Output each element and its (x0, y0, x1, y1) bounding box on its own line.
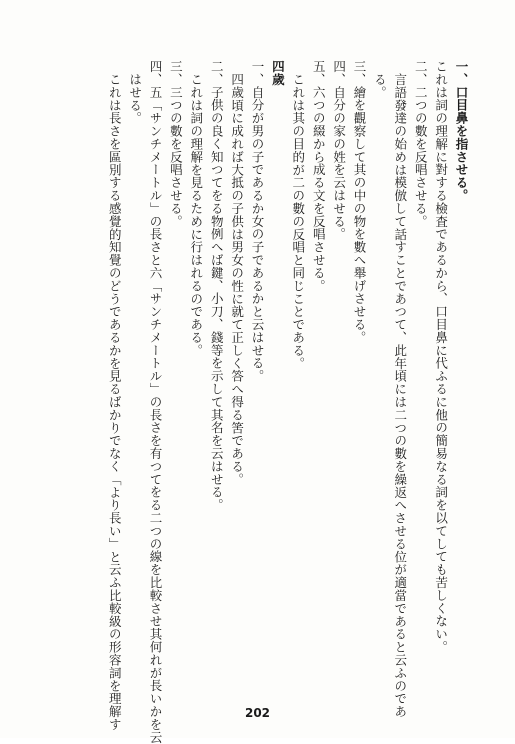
text-line: 四、五「サンチメートル」の長さと六「サンチメートル」の長さを有つてをる二つの線を比較させ其何れが長いかを云 (148, 60, 163, 744)
heading-line: 一、口目鼻を指させる。 (454, 60, 469, 202)
text-line: これは詞の理解を見るために行はれるのである。 (188, 73, 204, 357)
text-line: 四、自分の家の姓を云はせる。 (331, 60, 347, 241)
text-line: 一、自分が男の子であるか女の子であるかと云はせる。 (250, 60, 265, 383)
text-line: 三、繪を觀察して其の中の物を數へ舉げさせる。 (352, 60, 367, 344)
page-number: 202 (244, 706, 271, 720)
text-line: これは詞の理解に對する檢査であるから、口目鼻に代ふるに他の簡易なる詞を以てしても苦しくない。 (433, 60, 449, 654)
text-line: これは長さを區別する感覺的知覺のどうであるかを見るばかりでなく「より長い」と云ふ比較級の形容詞を理解す (107, 73, 123, 731)
text-line: 二、子供の良く知つてをる物例へば鍵、小刀、錢等を示して其名を云はせる。 (209, 60, 225, 512)
text-line: これは其の目的が二の數の反唱と同じことである。 (290, 73, 306, 370)
text-line: 四歲頃に成れば大抵の子供は男女の性に就て正しく答へ得る筈である。 (229, 73, 245, 486)
text-line: る。 (372, 73, 388, 99)
text-line: はせる。 (127, 73, 143, 125)
heading-line: 四歲 (270, 60, 286, 86)
text-line: 三、三つの數を反唱させる。 (168, 60, 184, 228)
text-line: 言語發達の始めは模倣して話すことであつて、此年頃には二つの數を繰返へさせる位が適當であると云ふのであ (392, 73, 408, 718)
text-line: 五、六つの綴から成る文を反唱させる。 (311, 60, 327, 293)
text-line: 二、二つの數を反唱させる。 (413, 60, 429, 228)
